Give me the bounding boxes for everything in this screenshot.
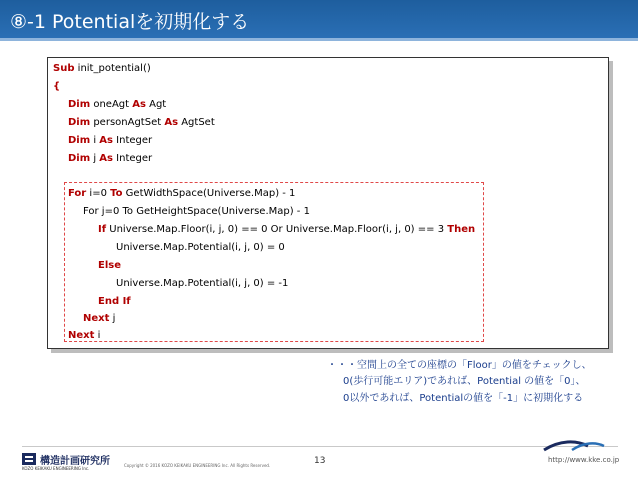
keyword: To [110, 188, 123, 199]
keyword: As [99, 153, 113, 164]
keyword: Dim [68, 99, 91, 110]
slide-title: ⑧-1 Potentialを初期化する [10, 11, 250, 33]
code-text: Universe.Map.Potential(i, j, 0) = -1 [116, 278, 289, 289]
keyword: Sub [53, 63, 75, 74]
code-text: i [90, 135, 100, 146]
note-line-1: ・・・空間上の全ての座標の「Floor」の値をチェックし、 [327, 360, 592, 371]
code-line-dim-2 [68, 117, 215, 128]
code-line-dim-4 [68, 153, 152, 164]
keyword: Else [98, 260, 121, 271]
note-line-3: 0以外であれば、Potentialの値を「-1」に初期化する [343, 393, 584, 404]
code-text: i [94, 330, 101, 341]
code-text: j [109, 313, 116, 324]
footer-url[interactable]: http://www.kke.co.jp [548, 456, 620, 464]
title-rule [0, 38, 638, 41]
keyword: Next [83, 313, 110, 324]
keyword: Dim [68, 135, 91, 146]
swoosh-logo-icon [542, 438, 606, 454]
code-line-for-j [83, 206, 310, 217]
code-line-assign-0 [116, 242, 285, 253]
keyword: Dim [68, 153, 91, 164]
code-text: GetWidthSpace(Universe.Map) - 1 [122, 188, 296, 199]
code-text: i=0 [86, 188, 111, 199]
slide-header [0, 0, 638, 44]
keyword: Then [447, 224, 476, 235]
code-line-for-i [68, 188, 295, 199]
code-line-assign-minus1 [116, 278, 288, 289]
keyword: Dim [68, 117, 91, 128]
keyword: As [164, 117, 179, 128]
keyword: As [132, 99, 146, 110]
code-line-sub [53, 63, 151, 74]
code-line-else [98, 260, 121, 271]
code-line-dim-3 [68, 135, 152, 146]
copyright-text: Copyright © 2016 KOZO KEIKAKU ENGINEERING Inc. All Rights Reserved. [124, 463, 271, 468]
code-line-dim-1 [68, 99, 166, 110]
keyword: End If [98, 296, 131, 307]
code-text: Integer [113, 153, 153, 164]
code-line-brace [53, 81, 60, 92]
code-text: Universe.Map.Floor(i, j, 0) == 0 Or Universe.Map.Floor(i, j, 0) == 3 [106, 224, 448, 235]
code-text: Universe.Map.Potential(i, j, 0) = 0 [116, 242, 285, 253]
footer-rule [22, 446, 618, 447]
keyword: Next [68, 330, 95, 341]
code-text: init_potential() [74, 63, 151, 74]
keyword: For [68, 188, 87, 199]
keyword: If [98, 224, 107, 235]
code-line-end-if [98, 296, 131, 307]
code-line-next-j [83, 313, 115, 324]
company-name-en: KOZO KEIKAKU ENGINEERING Inc. [22, 466, 90, 471]
code-text: Integer [113, 135, 153, 146]
note-line-2: 0(歩行可能エリア)であれば、Potential の値を「0」、 [343, 376, 586, 387]
code-text: AgtSet [178, 117, 215, 128]
keyword: As [99, 135, 113, 146]
code-text: For j=0 To GetHeightSpace(Universe.Map) - 1 [83, 206, 310, 217]
company-name: 構造計画研究所 [40, 456, 110, 467]
code-line-if [98, 224, 475, 235]
page-number: 13 [314, 456, 326, 466]
code-text: oneAgt [90, 99, 133, 110]
code-text: Agt [145, 99, 167, 110]
code-text: personAgtSet [90, 117, 165, 128]
code-line-next-i [68, 330, 100, 341]
keyword: { [53, 81, 61, 92]
code-text: j [90, 153, 100, 164]
